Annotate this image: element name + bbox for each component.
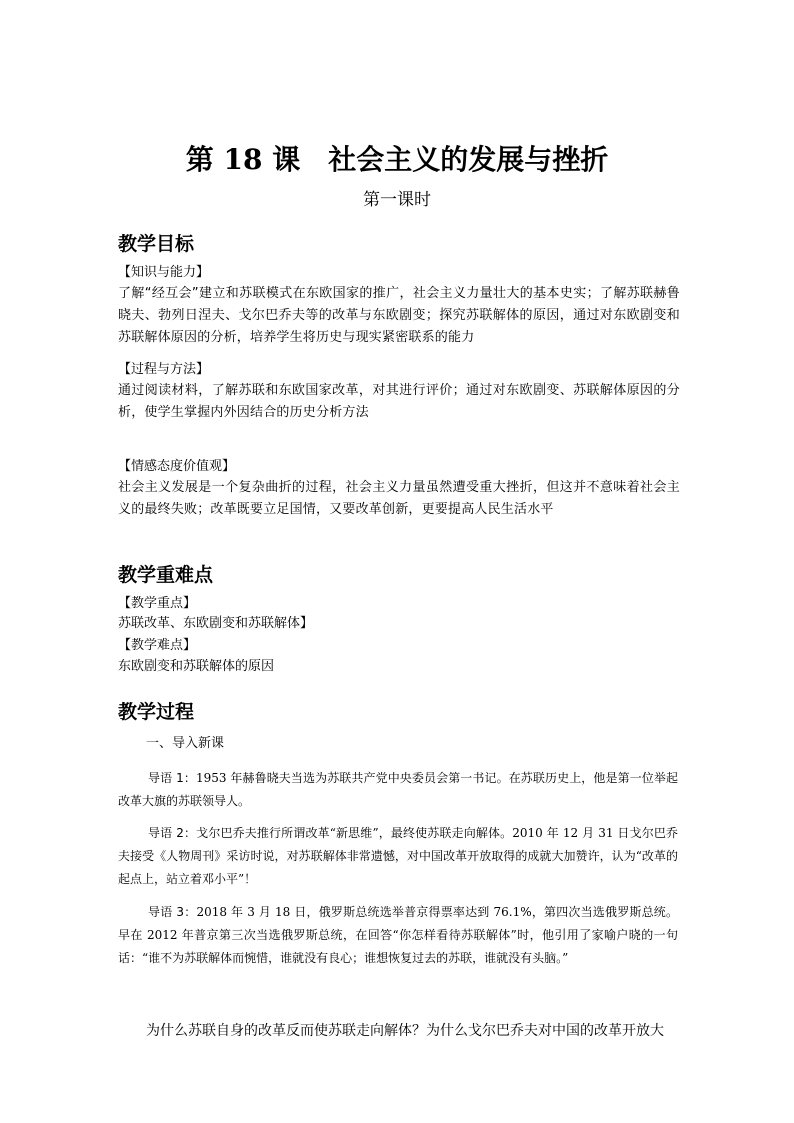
process-heading: 教学过程 <box>118 701 195 723</box>
intro-3-text: 2018 年 3 月 18 日，俄罗斯总统选举普京得票率达到 76.1%，第四次当选俄罗斯总统。早在 2012 年普京第三次当选俄罗斯总统，在回答“你怎样看待苏联解体”时，他引用了家喻户晓的一句话：“谁不为苏联解体而惋惜，谁就没有良心；谁想恢复过去的苏联，谁就没有头脑。” <box>118 905 678 965</box>
difficulty-text: 东欧剧变和苏联解体的原因 <box>118 659 275 674</box>
section-intro: 一、导入新课 <box>146 736 225 751</box>
emotion-label: 【情感态度价值观】 <box>118 459 236 474</box>
knowledge-text: 了解“经互会”建立和苏联模式在东欧国家的推广，社会主义力量壮大的基本史实；了解苏联赫鲁晓夫、勃列日涅夫、戈尔巴乔夫等的改革与东欧剧变；探究苏联解体的原因，通过对东欧剧变和苏联解体原因的分析，培养学生将历史与现实紧密联系的能力 <box>118 286 680 345</box>
intro-paragraph-1 <box>118 767 678 813</box>
intro-paragraph-2 <box>118 822 678 891</box>
intro-2-lead: 导语 2： <box>148 826 197 840</box>
lesson-subtitle: 第一课时 <box>363 190 431 210</box>
focus-text: 苏联改革、东欧剧变和苏联解体】 <box>118 616 314 631</box>
intro-3-lead: 导语 3： <box>148 905 197 919</box>
intro-2-text: 戈尔巴乔夫推行所谓改革“新思维”，最终使苏联走向解体。2010 年 12 月 31 日戈尔巴乔夫接受《人物周刊》采访时说，对苏联解体非常遗憾，对中国改革开放取得的成就大加赞许，认为“改革的起点上，站立着邓小平”！ <box>118 826 678 886</box>
knowledge-label: 【知识与能力】 <box>118 265 210 280</box>
emotion-text: 社会主义发展是一个复杂曲折的过程，社会主义力量虽然遭受重大挫折，但这并不意味着社会主义的最终失败；改革既要立足国情，又要改革创新，更要提高人民生活水平 <box>118 480 680 517</box>
intro-paragraph-3 <box>118 901 678 970</box>
key-points-heading: 教学重难点 <box>118 564 214 586</box>
focus-label: 【教学重点】 <box>118 596 197 611</box>
lesson-title: 第 18 课 社会主义的发展与挫折 <box>185 143 609 176</box>
difficulty-label: 【教学难点】 <box>118 638 197 653</box>
closing-question: 为什么苏联自身的改革反而使苏联走向解体？为什么戈尔巴乔夫对中国的改革开放大 <box>146 1023 664 1039</box>
intro-1-text: 1953 年赫鲁晓夫当选为苏联共产党中央委员会第一书记。在苏联历史上，他是第一位举起改革大旗的苏联领导人。 <box>118 771 678 808</box>
objectives-heading: 教学目标 <box>118 233 195 255</box>
process-label: 【过程与方法】 <box>118 362 210 377</box>
intro-1-lead: 导语 1： <box>148 771 196 785</box>
process-text: 通过阅读材料，了解苏联和东欧国家改革，对其进行评价；通过对东欧剧变、苏联解体原因的分析，使学生掌握内外因结合的历史分析方法 <box>118 383 680 420</box>
